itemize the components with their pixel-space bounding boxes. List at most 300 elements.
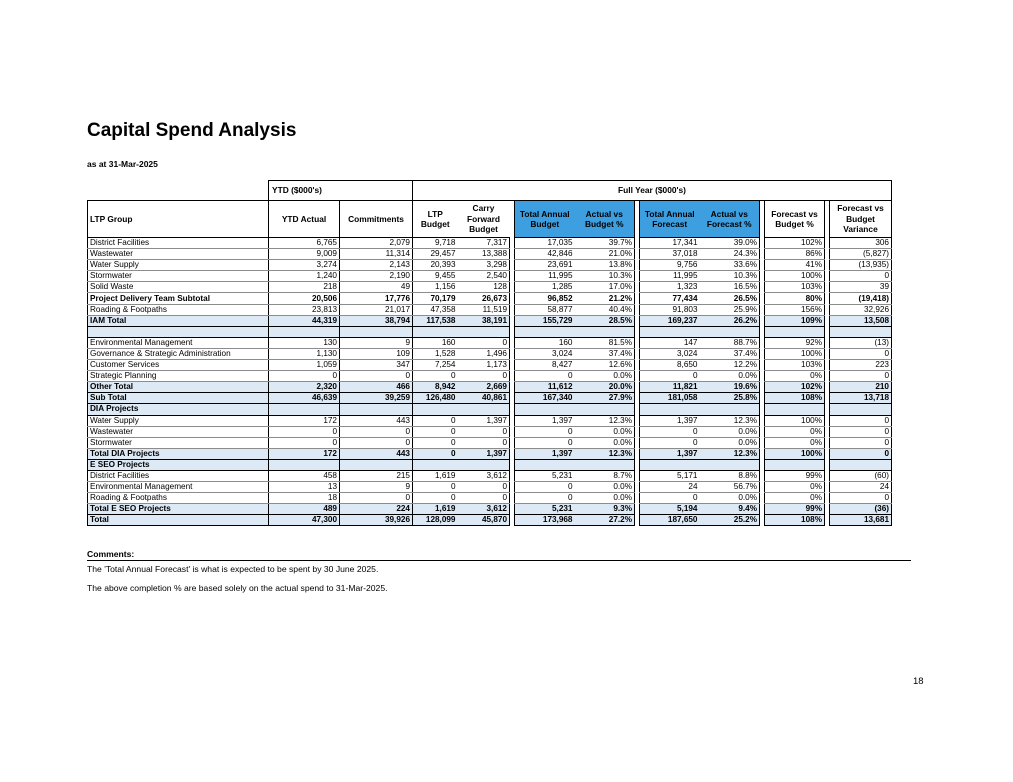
ytd-actual-cell: 0 [269, 437, 340, 448]
actual-vs-forecast-cell: 9.4% [700, 504, 760, 515]
total-annual-forecast-header: Total Annual Forecast [640, 201, 700, 238]
forecast-vs-budget-cell: 108% [765, 515, 825, 526]
commitments-cell: 443 [340, 448, 413, 459]
row-label: District Facilities [88, 238, 269, 249]
total-annual-forecast-cell: 17,341 [640, 238, 700, 249]
commitments-cell: 2,079 [340, 238, 413, 249]
forecast-vs-budget-cell: 0% [765, 426, 825, 437]
variance-cell: 306 [830, 238, 892, 249]
ltp-budget-cell: 128,099 [413, 515, 458, 526]
variance-cell: 13,508 [830, 315, 892, 326]
carry-forward-cell: 1,397 [458, 415, 510, 426]
row-label: Strategic Planning [88, 371, 269, 382]
table-row [88, 337, 892, 348]
table-row [88, 404, 892, 415]
carry-forward-cell: 11,519 [458, 304, 510, 315]
actual-vs-forecast-cell: 26.5% [700, 293, 760, 304]
as-at-date: as at 31-Mar-2025 [87, 159, 158, 169]
total-annual-forecast-cell: 5,194 [640, 504, 700, 515]
carry-forward-cell: 1,397 [458, 448, 510, 459]
total-annual-forecast-cell: 3,024 [640, 348, 700, 359]
ytd-actual-cell: 458 [269, 470, 340, 481]
table-row [88, 415, 892, 426]
variance-cell: 223 [830, 360, 892, 371]
commitments-cell: 21,017 [340, 304, 413, 315]
ltp-budget-cell: 1,528 [413, 348, 458, 359]
total-annual-budget-cell: 0 [515, 371, 575, 382]
table-row [88, 282, 892, 293]
row-label: Total DIA Projects [88, 448, 269, 459]
variance-cell: 39 [830, 282, 892, 293]
ytd-actual-cell: 218 [269, 282, 340, 293]
actual-vs-forecast-cell: 0.0% [700, 371, 760, 382]
comment-line: The above completion % are based solely on the actual spend to 31-Mar-2025. [87, 583, 388, 593]
forecast-vs-budget-cell: 103% [765, 282, 825, 293]
ltp-budget-cell: 0 [413, 426, 458, 437]
row-label: Customer Services [88, 360, 269, 371]
ytd-actual-cell: 6,765 [269, 238, 340, 249]
total-annual-forecast-cell: 0 [640, 371, 700, 382]
ltp-budget-cell: 20,393 [413, 260, 458, 271]
page-title: Capital Spend Analysis [87, 120, 297, 141]
ytd-actual-cell: 0 [269, 371, 340, 382]
forecast-vs-budget-cell: 86% [765, 249, 825, 260]
ytd-actual-cell: 489 [269, 504, 340, 515]
row-label: Total E SEO Projects [88, 504, 269, 515]
actual-vs-budget-cell: 0.0% [575, 371, 635, 382]
total-annual-forecast-cell: 181,058 [640, 393, 700, 404]
commitments-cell: 39,259 [340, 393, 413, 404]
actual-vs-forecast-cell: 25.8% [700, 393, 760, 404]
forecast-vs-budget-cell: 100% [765, 348, 825, 359]
commitments-header: Commitments [340, 201, 413, 238]
ltp-budget-cell: 160 [413, 337, 458, 348]
variance-cell: (13) [830, 337, 892, 348]
total-annual-forecast-cell: 91,803 [640, 304, 700, 315]
actual-vs-budget-header: Actual vs Budget % [575, 201, 635, 238]
table-row [88, 238, 892, 249]
actual-vs-forecast-header: Actual vs Forecast % [700, 201, 760, 238]
ltp-budget-cell: 8,942 [413, 382, 458, 393]
total-annual-budget-cell: 1,285 [515, 282, 575, 293]
carry-forward-cell: 40,861 [458, 393, 510, 404]
table-row [88, 304, 892, 315]
commitments-cell: 443 [340, 415, 413, 426]
actual-vs-budget-cell [575, 459, 635, 470]
ltp-budget-cell: 0 [413, 482, 458, 493]
actual-vs-budget-cell: 0.0% [575, 426, 635, 437]
carry-forward-header: Carry Forward Budget [458, 201, 510, 238]
ltp-budget-cell: 9,718 [413, 238, 458, 249]
row-label: Wastewater [88, 426, 269, 437]
ltp-budget-cell: 0 [413, 437, 458, 448]
actual-vs-budget-cell: 27.9% [575, 393, 635, 404]
total-annual-budget-cell: 1,397 [515, 448, 575, 459]
table-row [88, 482, 892, 493]
total-annual-budget-cell: 3,024 [515, 348, 575, 359]
total-annual-forecast-cell: 11,995 [640, 271, 700, 282]
forecast-vs-budget-cell [765, 459, 825, 470]
forecast-vs-budget-cell: 100% [765, 448, 825, 459]
actual-vs-forecast-cell: 12.3% [700, 448, 760, 459]
ltp-budget-cell: 117,538 [413, 315, 458, 326]
table-row [88, 504, 892, 515]
forecast-vs-budget-cell: 0% [765, 371, 825, 382]
table-row [88, 515, 892, 526]
commitments-cell [340, 459, 413, 470]
total-annual-budget-cell [515, 459, 575, 470]
ytd-actual-cell: 3,274 [269, 260, 340, 271]
actual-vs-forecast-cell: 25.2% [700, 515, 760, 526]
variance-cell: 210 [830, 382, 892, 393]
actual-vs-forecast-cell: 0.0% [700, 426, 760, 437]
carry-forward-cell: 3,612 [458, 504, 510, 515]
commitments-cell: 2,190 [340, 271, 413, 282]
variance-cell: 0 [830, 271, 892, 282]
ltp-budget-cell: 0 [413, 448, 458, 459]
commitments-cell: 11,314 [340, 249, 413, 260]
total-annual-budget-cell: 96,852 [515, 293, 575, 304]
carry-forward-cell: 0 [458, 482, 510, 493]
total-annual-forecast-cell: 0 [640, 493, 700, 504]
row-label: Roading & Footpaths [88, 493, 269, 504]
row-label: Sub Total [88, 393, 269, 404]
ltp-budget-cell: 1,619 [413, 470, 458, 481]
total-annual-forecast-cell: 77,434 [640, 293, 700, 304]
actual-vs-forecast-cell: 56.7% [700, 482, 760, 493]
commitments-cell: 17,776 [340, 293, 413, 304]
actual-vs-budget-cell: 17.0% [575, 282, 635, 293]
table-row [88, 448, 892, 459]
total-annual-forecast-cell: 1,397 [640, 448, 700, 459]
actual-vs-forecast-cell: 19.6% [700, 382, 760, 393]
row-label: Roading & Footpaths [88, 304, 269, 315]
forecast-vs-budget-cell: 80% [765, 293, 825, 304]
forecast-vs-budget-cell [765, 404, 825, 415]
actual-vs-budget-cell: 20.0% [575, 382, 635, 393]
ytd-actual-cell: 20,506 [269, 293, 340, 304]
row-label: Solid Waste [88, 282, 269, 293]
commitments-cell: 38,794 [340, 315, 413, 326]
carry-forward-cell: 0 [458, 337, 510, 348]
actual-vs-budget-cell: 39.7% [575, 238, 635, 249]
actual-vs-budget-cell: 0.0% [575, 493, 635, 504]
comments-heading: Comments: [87, 549, 911, 561]
table-row [88, 493, 892, 504]
total-annual-budget-cell: 42,846 [515, 249, 575, 260]
carry-forward-cell: 7,317 [458, 238, 510, 249]
actual-vs-forecast-cell: 37.4% [700, 348, 760, 359]
carry-forward-cell [458, 404, 510, 415]
row-label: E SEO Projects [88, 459, 269, 470]
carry-forward-cell: 2,540 [458, 271, 510, 282]
row-label: Total [88, 515, 269, 526]
commitments-cell: 215 [340, 470, 413, 481]
carry-forward-cell: 1,496 [458, 348, 510, 359]
actual-vs-forecast-cell: 25.9% [700, 304, 760, 315]
total-annual-forecast-cell: 1,323 [640, 282, 700, 293]
total-annual-forecast-cell: 9,756 [640, 260, 700, 271]
ltp-budget-cell: 126,480 [413, 393, 458, 404]
table-row [88, 348, 892, 359]
carry-forward-cell: 45,870 [458, 515, 510, 526]
actual-vs-forecast-cell: 39.0% [700, 238, 760, 249]
variance-cell: 0 [830, 426, 892, 437]
forecast-vs-budget-cell: 102% [765, 238, 825, 249]
total-annual-budget-cell: 0 [515, 482, 575, 493]
total-annual-budget-cell: 8,427 [515, 360, 575, 371]
forecast-vs-budget-cell: 0% [765, 482, 825, 493]
ytd-actual-cell [269, 326, 340, 337]
actual-vs-forecast-cell: 26.2% [700, 315, 760, 326]
actual-vs-budget-cell: 27.2% [575, 515, 635, 526]
ltp-budget-cell: 29,457 [413, 249, 458, 260]
carry-forward-cell: 128 [458, 282, 510, 293]
variance-cell: 0 [830, 415, 892, 426]
variance-cell: 0 [830, 437, 892, 448]
total-annual-budget-cell: 173,968 [515, 515, 575, 526]
total-annual-budget-cell: 58,877 [515, 304, 575, 315]
table-row [88, 326, 892, 337]
actual-vs-forecast-cell: 0.0% [700, 493, 760, 504]
carry-forward-cell: 0 [458, 437, 510, 448]
variance-cell: 0 [830, 448, 892, 459]
row-label: IAM Total [88, 315, 269, 326]
actual-vs-budget-cell [575, 326, 635, 337]
ytd-actual-header: YTD Actual [269, 201, 340, 238]
ytd-actual-cell: 13 [269, 482, 340, 493]
actual-vs-forecast-cell [700, 459, 760, 470]
ltp-budget-cell [413, 459, 458, 470]
ytd-actual-cell: 46,639 [269, 393, 340, 404]
ytd-group-header: YTD ($000's) [269, 181, 340, 201]
table-row [88, 260, 892, 271]
commitments-cell: 347 [340, 360, 413, 371]
commitments-cell: 0 [340, 371, 413, 382]
ytd-actual-cell: 0 [269, 426, 340, 437]
variance-cell: 24 [830, 482, 892, 493]
forecast-variance-header: Forecast vs Budget Variance [830, 201, 892, 238]
total-annual-forecast-cell: 0 [640, 437, 700, 448]
variance-cell: 13,718 [830, 393, 892, 404]
commitments-cell: 0 [340, 426, 413, 437]
total-annual-forecast-cell: 0 [640, 426, 700, 437]
forecast-vs-budget-cell: 100% [765, 415, 825, 426]
forecast-vs-budget-cell: 99% [765, 470, 825, 481]
commitments-cell: 49 [340, 282, 413, 293]
variance-cell: (19,418) [830, 293, 892, 304]
total-annual-budget-cell: 155,729 [515, 315, 575, 326]
ytd-actual-cell: 1,240 [269, 271, 340, 282]
total-annual-forecast-cell: 37,018 [640, 249, 700, 260]
variance-cell: 32,926 [830, 304, 892, 315]
ltp-budget-cell: 0 [413, 371, 458, 382]
carry-forward-cell [458, 459, 510, 470]
ltp-budget-cell [413, 404, 458, 415]
total-annual-budget-cell: 23,691 [515, 260, 575, 271]
total-annual-forecast-cell: 8,650 [640, 360, 700, 371]
carry-forward-cell: 2,669 [458, 382, 510, 393]
row-label: Environmental Management [88, 482, 269, 493]
actual-vs-forecast-cell: 12.2% [700, 360, 760, 371]
ytd-actual-cell: 130 [269, 337, 340, 348]
total-annual-forecast-cell [640, 459, 700, 470]
commitments-cell [340, 326, 413, 337]
actual-vs-budget-cell: 28.5% [575, 315, 635, 326]
forecast-vs-budget-cell [765, 326, 825, 337]
row-label: Governance & Strategic Administration [88, 348, 269, 359]
carry-forward-cell: 3,298 [458, 260, 510, 271]
total-annual-budget-cell: 0 [515, 437, 575, 448]
table-body [88, 238, 892, 526]
variance-cell [830, 404, 892, 415]
carry-forward-cell: 3,612 [458, 470, 510, 481]
variance-cell: 13,681 [830, 515, 892, 526]
ytd-actual-cell: 23,813 [269, 304, 340, 315]
ytd-actual-cell: 1,130 [269, 348, 340, 359]
forecast-vs-budget-cell: 108% [765, 393, 825, 404]
row-label: Wastewater [88, 249, 269, 260]
comments-section [87, 549, 911, 593]
row-label [88, 326, 269, 337]
ltp-budget-cell: 1,619 [413, 504, 458, 515]
table-row [88, 382, 892, 393]
row-label: Other Total [88, 382, 269, 393]
ltp-budget-cell: 70,179 [413, 293, 458, 304]
actual-vs-forecast-cell: 88.7% [700, 337, 760, 348]
variance-cell: 0 [830, 371, 892, 382]
forecast-vs-budget-cell: 100% [765, 271, 825, 282]
total-annual-budget-cell: 167,340 [515, 393, 575, 404]
ytd-actual-cell [269, 459, 340, 470]
table-row [88, 271, 892, 282]
ltp-budget-cell [413, 326, 458, 337]
total-annual-forecast-cell: 147 [640, 337, 700, 348]
variance-cell [830, 459, 892, 470]
commitments-cell [340, 404, 413, 415]
forecast-vs-budget-cell: 103% [765, 360, 825, 371]
carry-forward-cell: 38,191 [458, 315, 510, 326]
total-annual-budget-cell: 5,231 [515, 504, 575, 515]
row-label: Water Supply [88, 415, 269, 426]
ytd-actual-cell: 172 [269, 415, 340, 426]
table-row [88, 360, 892, 371]
ltp-budget-cell: 0 [413, 415, 458, 426]
total-annual-forecast-cell: 5,171 [640, 470, 700, 481]
table-row [88, 393, 892, 404]
ytd-actual-cell: 1,059 [269, 360, 340, 371]
actual-vs-budget-cell: 13.8% [575, 260, 635, 271]
ytd-actual-cell: 9,009 [269, 249, 340, 260]
actual-vs-forecast-cell: 16.5% [700, 282, 760, 293]
total-annual-budget-header: Total Annual Budget [515, 201, 575, 238]
page-number: 18 [913, 676, 924, 687]
actual-vs-forecast-cell [700, 404, 760, 415]
total-annual-forecast-cell: 24 [640, 482, 700, 493]
carry-forward-cell: 0 [458, 493, 510, 504]
actual-vs-forecast-cell [700, 326, 760, 337]
table-row [88, 459, 892, 470]
actual-vs-forecast-cell: 12.3% [700, 415, 760, 426]
ltp-budget-cell: 0 [413, 493, 458, 504]
ytd-actual-cell: 172 [269, 448, 340, 459]
forecast-vs-budget-cell: 41% [765, 260, 825, 271]
commitments-cell: 0 [340, 437, 413, 448]
total-annual-budget-cell: 11,612 [515, 382, 575, 393]
row-label: DIA Projects [88, 404, 269, 415]
forecast-vs-budget-cell: 102% [765, 382, 825, 393]
row-label: Stormwater [88, 437, 269, 448]
forecast-vs-budget-cell: 99% [765, 504, 825, 515]
actual-vs-budget-cell: 0.0% [575, 482, 635, 493]
actual-vs-budget-cell: 10.3% [575, 271, 635, 282]
total-annual-budget-cell [515, 404, 575, 415]
variance-cell: (36) [830, 504, 892, 515]
row-label: Water Supply [88, 260, 269, 271]
commitments-cell: 2,143 [340, 260, 413, 271]
total-annual-budget-cell: 11,995 [515, 271, 575, 282]
carry-forward-cell: 26,673 [458, 293, 510, 304]
actual-vs-forecast-cell: 10.3% [700, 271, 760, 282]
variance-cell: (5,827) [830, 249, 892, 260]
actual-vs-budget-cell: 8.7% [575, 470, 635, 481]
actual-vs-forecast-cell: 0.0% [700, 437, 760, 448]
total-annual-forecast-cell: 169,237 [640, 315, 700, 326]
ltp-budget-cell: 1,156 [413, 282, 458, 293]
total-annual-budget-cell: 160 [515, 337, 575, 348]
commitments-cell: 109 [340, 348, 413, 359]
carry-forward-cell [458, 326, 510, 337]
full-year-group-header: Full Year ($000's) [413, 181, 892, 201]
variance-cell: 0 [830, 493, 892, 504]
variance-cell: (60) [830, 470, 892, 481]
total-annual-forecast-cell: 187,650 [640, 515, 700, 526]
table-row [88, 437, 892, 448]
forecast-vs-budget-cell: 0% [765, 437, 825, 448]
commitments-cell: 9 [340, 337, 413, 348]
ltp-budget-cell: 7,254 [413, 360, 458, 371]
total-annual-budget-cell: 1,397 [515, 415, 575, 426]
actual-vs-budget-cell: 0.0% [575, 437, 635, 448]
actual-vs-budget-cell: 81.5% [575, 337, 635, 348]
total-annual-budget-cell [515, 326, 575, 337]
table-row [88, 470, 892, 481]
carry-forward-cell: 0 [458, 426, 510, 437]
ytd-actual-cell: 2,320 [269, 382, 340, 393]
commitments-cell: 466 [340, 382, 413, 393]
row-label: Environmental Management [88, 337, 269, 348]
total-annual-budget-cell: 0 [515, 493, 575, 504]
total-annual-forecast-cell [640, 326, 700, 337]
row-label: District Facilities [88, 470, 269, 481]
ltp-group-header: LTP Group [88, 201, 269, 238]
actual-vs-budget-cell: 9.3% [575, 504, 635, 515]
actual-vs-budget-cell: 40.4% [575, 304, 635, 315]
ytd-actual-cell: 44,319 [269, 315, 340, 326]
commitments-cell: 0 [340, 493, 413, 504]
variance-cell: 0 [830, 348, 892, 359]
ytd-actual-cell: 18 [269, 493, 340, 504]
actual-vs-forecast-cell: 24.3% [700, 249, 760, 260]
comment-line: The 'Total Annual Forecast' is what is expected to be spent by 30 June 2025. [87, 564, 379, 574]
actual-vs-forecast-cell: 33.6% [700, 260, 760, 271]
carry-forward-cell: 1,173 [458, 360, 510, 371]
total-annual-budget-cell: 0 [515, 426, 575, 437]
variance-cell [830, 326, 892, 337]
ltp-budget-cell: 9,455 [413, 271, 458, 282]
table-row [88, 426, 892, 437]
actual-vs-budget-cell: 21.0% [575, 249, 635, 260]
